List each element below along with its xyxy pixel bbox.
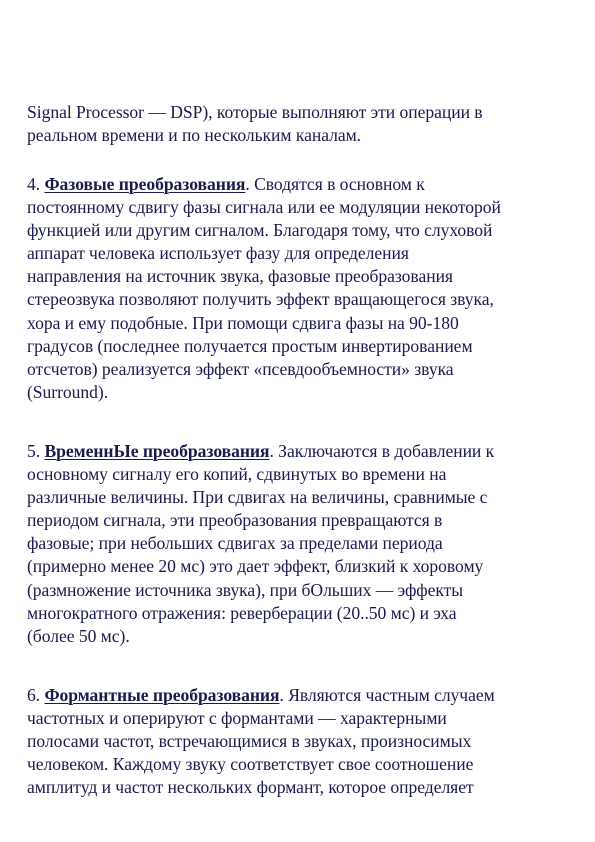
section-6-paragraph <box>27 684 571 799</box>
text-line: периодом сигнала, эти преобразования превращаются в <box>27 510 443 531</box>
section-6-first-line <box>27 684 571 707</box>
text-line: полосами частот, встречающимися в звуках, произносимых <box>27 731 472 752</box>
text-line: функцией или другим сигналом. Благодаря тому, что слуховой <box>27 220 493 241</box>
text-line: (более 50 мс). <box>27 625 130 646</box>
section-5-first-rest: . Заключаются в добавлении к <box>269 441 495 461</box>
section-6-title: Формантные преобразования <box>44 685 280 705</box>
section-4-first-line <box>27 173 571 196</box>
text-line: многократного отражения: реверберации (20..50 мс) и эха <box>27 602 457 623</box>
section-4-first-rest: . Сводятся в основном к <box>245 174 425 194</box>
text-line: Signal Processor — DSP), которые выполняют эти операции в <box>27 102 483 122</box>
section-4-paragraph <box>27 173 571 404</box>
intro-paragraph <box>27 101 571 147</box>
text-line: хора и ему подобные. При помощи сдвига фазы на 90-180 <box>27 312 459 333</box>
text-line: градусов (последнее получается простым инвертированием <box>27 335 473 356</box>
text-line: фазовые; при небольших сдвигах за пределами периода <box>27 533 443 554</box>
section-5-title: ВременнЫе преобразования <box>44 441 270 461</box>
text-line: аппарат человека использует фазу для определения <box>27 243 409 264</box>
text-line: реальном времени и по нескольким каналам. <box>27 125 362 146</box>
section-6-number: 6. <box>27 685 41 705</box>
text-line: человеком. Каждому звуку соответствует свое соотношение <box>27 754 474 775</box>
text-line: постоянному сдвигу фазы сигнала или ее модуляции некоторой <box>27 197 501 218</box>
section-5-paragraph <box>27 440 571 648</box>
text-line: (примерно менее 20 мс) это дает эффект, близкий к хоровому <box>27 556 484 577</box>
text-line: различные величины. При сдвигах на величины, сравнимые с <box>27 487 488 508</box>
text-line: амплитуд и частот нескольких формант, которое определяет <box>27 777 474 798</box>
text-line: стереозвука позволяют получить эффект вращающегося звука, <box>27 289 494 310</box>
section-4-title: Фазовые преобразования <box>44 174 246 194</box>
section-4-number: 4. <box>27 174 41 194</box>
text-line: частотных и оперируют с формантами — характерными <box>27 708 447 729</box>
text-line: (размножение источника звука), при бОльших — эффекты <box>27 579 464 600</box>
text-line: отсчетов) реализуется эффект «псевдообъемности» звука <box>27 358 454 379</box>
section-5-first-line <box>27 440 571 463</box>
section-6-first-rest: . Являются частным случаем <box>279 685 495 705</box>
text-line: (Surround). <box>27 381 109 402</box>
section-5-number: 5. <box>27 441 41 461</box>
text-line: основному сигналу его копий, сдвинутых во времени на <box>27 464 447 485</box>
text-line: направления на источник звука, фазовые преобразования <box>27 266 453 287</box>
